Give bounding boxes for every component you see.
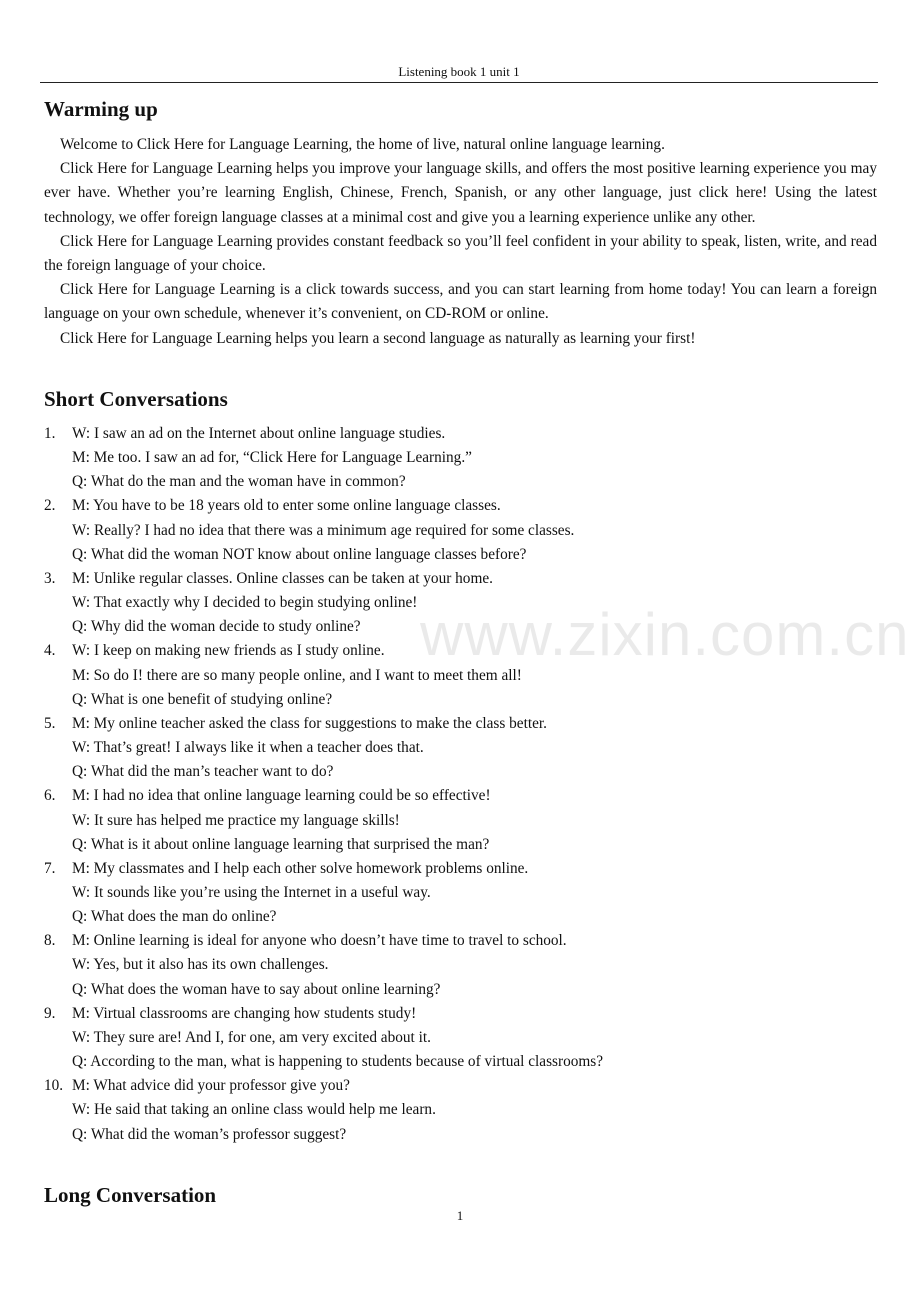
conversation-item <box>44 929 877 1001</box>
warming-up-paragraph: Click Here for Language Learning provides constant feedback so you’ll feel confident in your ability to speak, listen, write, and read the foreign language of your choice. <box>44 232 877 275</box>
conversation-item <box>44 784 877 856</box>
section-heading-long-conversation: Long Conversation <box>44 1183 217 1207</box>
question-line: Q: What did the woman NOT know about online language classes before? <box>72 545 527 563</box>
warming-up-paragraph: Click Here for Language Learning is a click towards success, and you can start learning from home today! You can learn a foreign language on your own schedule, whenever it’s convenient, on CD-ROM or online. <box>44 281 877 323</box>
watermark: www.zixin.com.cn <box>420 601 910 668</box>
dialogue-line: M: I had no idea that online language learning could be so effective! <box>72 787 491 805</box>
dialogue-line: M: What advice did your professor give you? <box>72 1077 350 1095</box>
conversation-number: 3. <box>44 569 56 587</box>
question-line: Q: What does the man do online? <box>72 908 277 926</box>
dialogue-line: W: I saw an ad on the Internet about online language studies. <box>72 425 446 442</box>
conversation-number: 6. <box>44 787 56 805</box>
dialogue-line: W: It sounds like you’re using the Internet in a useful way. <box>72 883 431 901</box>
question-line: Q: What does the woman have to say about online learning? <box>72 980 441 998</box>
conversation-item <box>44 1002 877 1074</box>
question-line: Q: What is it about online language learning that surprised the man? <box>72 835 490 853</box>
short-conversations-list <box>44 422 877 1147</box>
warming-up-body <box>44 133 877 351</box>
conversation-number: 5. <box>44 714 56 732</box>
dialogue-line: W: Yes, but it also has its own challenges. <box>72 956 329 974</box>
section-heading-short-conversations: Short Conversations <box>44 387 228 411</box>
dialogue-line: M: So do I! there are so many people online, and I want to meet them all! <box>72 666 522 684</box>
dialogue-line: M: Me too. I saw an ad for, “Click Here for Language Learning.” <box>72 449 472 467</box>
conversation-item <box>44 712 877 784</box>
dialogue-line: W: He said that taking an online class would help me learn. <box>72 1101 436 1119</box>
warming-up-paragraph: Click Here for Language Learning helps you learn a second language as naturally as learning your first! <box>60 329 696 347</box>
conversation-number: 7. <box>44 859 56 877</box>
dialogue-line: M: Unlike regular classes. Online classes can be taken at your home. <box>72 569 493 587</box>
dialogue-line: M: My online teacher asked the class for suggestions to make the class better. <box>72 714 547 732</box>
question-line: Q: According to the man, what is happening to students because of virtual classrooms? <box>72 1053 604 1071</box>
question-line: Q: What do the man and the woman have in common? <box>72 473 406 491</box>
warming-up-paragraph: Click Here for Language Learning helps you improve your language skills, and offers the most positive learning experience you may ever have. Whether you’re learning English, Chinese, French, Spanish, or any other language, just click here! Using the latest technology, we offer foreign language classes at a minimal cost and give you a learning experience unlike any other. <box>44 160 877 226</box>
dialogue-line: M: Virtual classrooms are changing how students study! <box>72 1004 417 1022</box>
conversation-number: 9. <box>44 1004 56 1022</box>
conversation-number: 10. <box>44 1077 64 1095</box>
dialogue-line: W: Really? I had no idea that there was a minimum age required for some classes. <box>72 521 575 539</box>
section-heading-warming-up: Warming up <box>44 97 158 121</box>
conversation-item <box>44 422 877 494</box>
question-line: Q: What did the woman’s professor suggest? <box>72 1125 347 1143</box>
dialogue-line: W: It sure has helped me practice my language skills! <box>72 811 400 829</box>
conversation-number: 4. <box>44 642 56 660</box>
warming-up-paragraph: Welcome to Click Here for Language Learning, the home of live, natural online language learning. <box>60 136 665 153</box>
conversation-item <box>44 494 877 566</box>
page-number: 1 <box>456 1208 464 1223</box>
question-line: Q: What is one benefit of studying online? <box>72 690 333 708</box>
dialogue-line: W: They sure are! And I, for one, am very excited about it. <box>72 1028 431 1046</box>
dialogue-line: W: I keep on making new friends as I study online. <box>72 642 385 660</box>
question-line: Q: Why did the woman decide to study online? <box>72 618 361 636</box>
dialogue-line: W: That exactly why I decided to begin studying online! <box>72 594 418 612</box>
conversation-number: 2. <box>44 497 56 515</box>
conversation-item <box>44 1074 877 1146</box>
conversation-number: 8. <box>44 932 56 950</box>
page-header: Listening book 1 unit 1 <box>40 64 878 83</box>
dialogue-line: M: You have to be 18 years old to enter some online language classes. <box>72 497 501 515</box>
conversation-item <box>44 857 877 929</box>
dialogue-line: W: That’s great! I always like it when a teacher does that. <box>72 739 424 757</box>
question-line: Q: What did the man’s teacher want to do? <box>72 763 334 781</box>
conversation-number: 1. <box>44 425 56 442</box>
dialogue-line: M: My classmates and I help each other solve homework problems online. <box>72 859 529 877</box>
dialogue-line: M: Online learning is ideal for anyone who doesn’t have time to travel to school. <box>72 932 567 950</box>
